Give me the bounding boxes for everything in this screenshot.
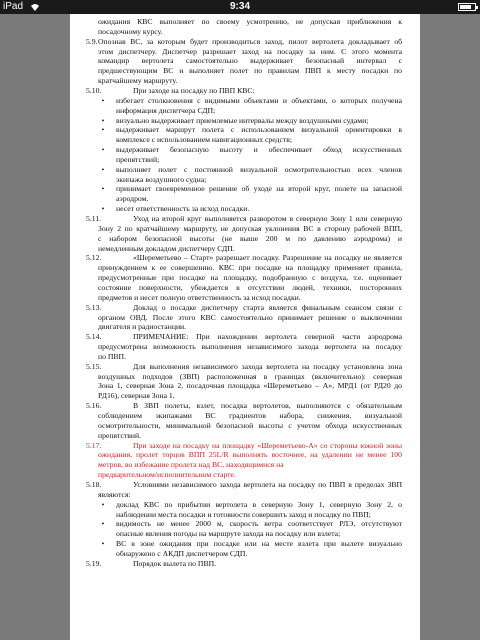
bullet-icon: • — [101, 164, 105, 174]
text-line: аэродром. — [116, 194, 149, 204]
text-line: с набором безопасной высоты (не выше 200 м по давлению аэродрома) и — [98, 233, 402, 243]
text-line: опасные явления погоды на маршруте захода на посадку или взлета; — [116, 529, 341, 539]
section-number: 5.19. — [86, 558, 102, 568]
text-line: Опознав ВС, за которым будет производиться заход, пилот вертолета докладывает об — [98, 36, 402, 46]
text-line: метров, во избежание пролета над ВС, находящимися на — [98, 460, 284, 470]
text-line: предметов и несет полную ответственность за исход посадки. — [98, 292, 301, 302]
bullet-icon: • — [101, 184, 105, 194]
text-line: В ЗВП полеты, взлет, посадка вертолетов, выполняются с обязательным — [133, 401, 402, 411]
text-line: принуждением к ее совершению. КВС при посадке на площадку применяет правила, — [98, 263, 402, 273]
text-line: органом ОВД. После этого КВС самостоятельно принимает решение о выключении — [98, 312, 402, 322]
text-line: осмотрительности, минимальной безопасной высоты с учетом обхода искусственных — [98, 420, 402, 430]
text-line: по ПВП. — [98, 351, 127, 361]
section-number: 5.11. — [86, 214, 102, 223]
text-line: Порядок вылета по ПВП. — [133, 558, 217, 568]
text-line: препятствий. — [98, 430, 142, 440]
section-number: 5.14. — [86, 332, 102, 342]
text-line: При заходе на посадку по ПВП КВС: — [133, 85, 255, 95]
bullet-icon: • — [101, 125, 105, 135]
text-line: обнаружено с АКДП диспетчером СДП. — [116, 548, 248, 558]
text-line: предусмотрена возможность выполнения независимого захода вертолета на посадку — [98, 342, 402, 352]
bullet-icon: • — [101, 115, 105, 125]
section-number: 5.17. — [86, 440, 102, 450]
section-number: 5.9. — [86, 36, 98, 46]
section-number: 5.15. — [86, 361, 102, 371]
text-line: этом диспетчеру. Диспетчер разрешает заход на посадку за ним. С этого момента — [98, 46, 402, 56]
text-line: Условиями независимого захода вертолета на посадку по ПВП в пределах ЗВП — [133, 479, 402, 489]
text-line: выдерживает безопасную высоту и обеспечивает обход искусственных — [116, 145, 402, 155]
bullet-icon: • — [101, 499, 105, 509]
text-line: предшествующим ВС и выполняет полет по правилам ПВП к месту посадки по — [98, 66, 402, 76]
text-line: ожидания, пролет торцов ВПП 25L/R выполнять восточнее, на удалении не менее 100 — [98, 450, 402, 460]
section-number: 5.18. — [86, 479, 102, 489]
text-line: Доклад о посадке диспетчеру старта является финальным сеансом связи с — [133, 302, 402, 312]
text-line: принимает своевременное решение об уходе на второй круг, полете на запасной — [116, 184, 402, 194]
section-number: 5.16. — [86, 401, 102, 411]
text-line: При заходе на посадку на площадку «Шереметьево-А» со стороны южной зоны — [133, 440, 402, 450]
text-line: посадочному курсу. — [98, 26, 163, 36]
status-bar — [0, 0, 480, 14]
text-line: командир вертолета самостоятельно выдерживает безопасный интервал с — [98, 56, 402, 66]
text-line: препятствий; — [116, 154, 160, 164]
text-line: информация диспетчера СДП; — [116, 105, 216, 115]
text-line: ожидания КВС выполняет по своему усмотрению, не допуская приближения к — [98, 17, 402, 26]
text-line: «Шереметьево – Старт» разрешает посадку. Разрешение на посадку не является — [133, 253, 402, 263]
bullet-icon: • — [101, 539, 105, 549]
text-line: предварительном/исполнительном старте. — [98, 470, 236, 480]
section-number: 5.10. — [86, 85, 102, 95]
section-number: 5.13. — [86, 302, 102, 312]
text-line: предусмотренные при посадке на площадку, подобранную с воздуха, т.е. оценивает — [98, 273, 402, 283]
text-line: двигателя и радиостанции. — [98, 322, 187, 332]
text-line: выдерживает маршрут полета с использованием визуальной ориентировки в — [116, 125, 402, 135]
text-line: соблюдением экипажами ВС градиентов набора, снижения, визуальной — [98, 411, 402, 420]
text-line: воздушных подходов (ЗВП) расположенная в границах (включительно): северная — [98, 371, 402, 381]
device-name: iPad — [3, 1, 24, 12]
bullet-icon: • — [101, 95, 105, 105]
bullet-icon: • — [101, 145, 105, 155]
text-line: кратчайшему маршруту. — [98, 76, 178, 86]
text-line: визуально выдерживает приемлемые интервалы между воздушными судами; — [116, 115, 369, 125]
text-line: РД16), северная Зона 1. — [98, 391, 175, 401]
text-line: ПРИМЕЧАНИЕ: При нахождении вертолета северной части аэродрома — [133, 332, 402, 342]
text-line: немедленным докладом диспетчеру СДП. — [98, 243, 235, 253]
text-line: доклад КВС по прибытии вертолета в северную Зону 1, северную Зону 2, о — [116, 499, 402, 509]
document-page[interactable] — [70, 14, 420, 640]
text-line: несет ответственность за исход посадки. — [116, 204, 250, 214]
text-line: Для выполнения независимого захода вертолета на посадку установлена зона — [133, 361, 402, 371]
text-line: Зона 1, северная Зона 2, посадочная площадка «Шереметьево – А», МРД1 (от РД20 до — [98, 381, 402, 391]
battery-icon — [458, 3, 476, 11]
bullet-icon: • — [101, 204, 105, 214]
text-line: экипажа воздушного судна; — [116, 174, 207, 184]
text-line: выполняет полет с постоянной визуальной осмотрительностью всех членов — [116, 164, 402, 174]
clock: 9:34 — [229, 1, 250, 12]
section-number: 5.12. — [86, 253, 102, 263]
bullet-icon: • — [101, 519, 105, 529]
text-line: ВС в зоне ожидания при посадке или на месте взлета при вылете визуально — [116, 539, 402, 549]
text-line: комплексе с использованием навигационных средств; — [116, 135, 292, 145]
text-line: видимость не менее 2000 м, скорость ветра соответствует РЛЭ, отсутствуют — [116, 519, 402, 529]
text-line: наблюдении места посадки и готовности совершить заход и посадку по ПВП; — [116, 509, 371, 519]
text-line: Уход на второй круг выполняется разворотом в северную Зону 1 или северную — [133, 214, 402, 223]
text-line: являются: — [98, 489, 131, 499]
text-line: избегает столкновения с видимыми объектами и объектами, о которых получена — [116, 95, 402, 105]
text-line: Зону 2 по кратчайшему маршруту, не допуская уклонения ВС в сторону рабочей ВПП, — [98, 223, 402, 233]
text-line: состояние поверхности, убеждается в отсутствии людей, техники, посторонних — [98, 282, 402, 292]
